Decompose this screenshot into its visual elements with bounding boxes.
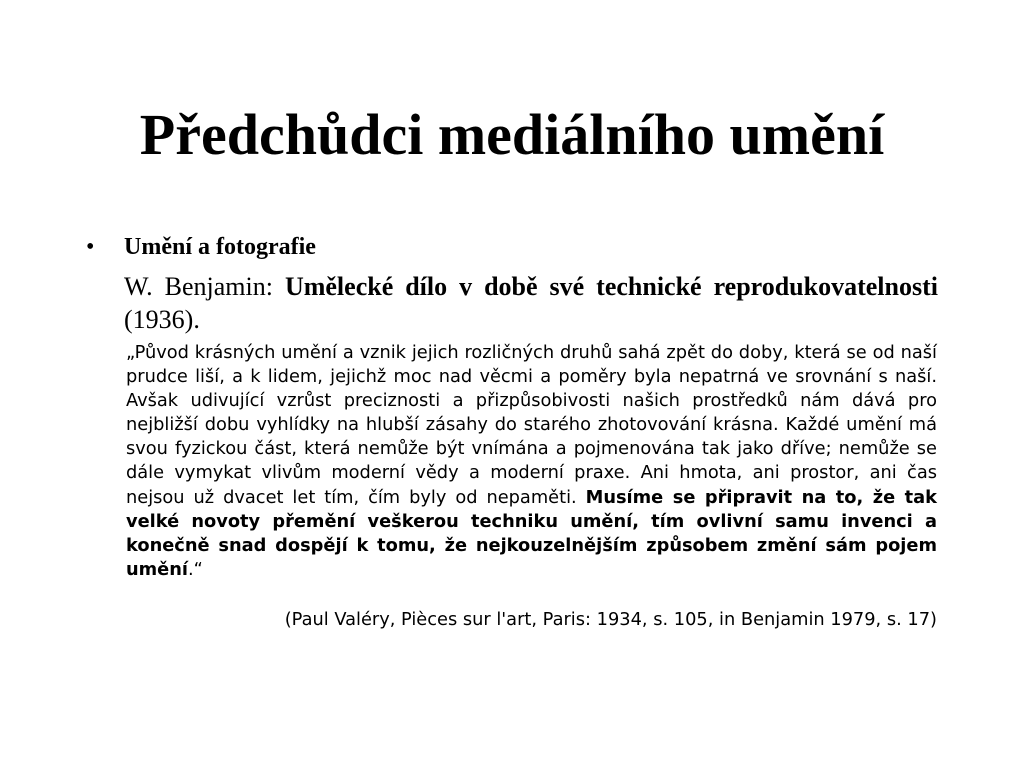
citation-year: (1936).: [124, 305, 200, 334]
quote-source: (Paul Valéry, Pièces sur l'art, Paris: 1934, s. 105, in Benjamin 1979, s. 17): [284, 609, 937, 630]
quote: [126, 341, 937, 582]
citation-work-title: Umělecké dílo v době své technické reprodukovatelnosti: [284, 272, 938, 301]
quote-closing: .“: [188, 558, 203, 580]
bullet-icon: •: [86, 234, 95, 260]
quote-emphasis: Musíme se připravit na to, že tak velké novoty přemění veškerou techniku umění, tím ovlivní samu invenci a konečně snad dospějí k tomu, že nejkouzelnějším způsobem změní sám pojem umění: [126, 486, 938, 580]
citation: [124, 270, 938, 336]
bullet-heading: Umění a fotografie: [124, 234, 316, 260]
citation-author: W. Benjamin:: [124, 272, 285, 301]
quote-text: „Původ krásných umění a vznik jejich rozličných druhů sahá zpět do doby, která se od naší prudce liší, a k lidem, jejichž moc nad věcmi a poměry byla nepatrná ve srovnání s naší. Avšak udivující vzrůst preciznosti a přizpůsobivosti našich prostředků nám dává pro nejbližší dobu vyhlídky na hlubší zásahy do starého zhotovování krásna. Každé umění má svou fyzickou část, která nemůže být vnímána a pojmenována tak jako dříve; nemůže se dále vymykat vlivům moderní vědy a moderní praxe. Ani hmota, ani prostor, ani čas nejsou už dvacet let tím, čím byly od nepaměti.: [126, 342, 937, 508]
slide-title: Předchůdci mediálního umění: [139, 102, 885, 167]
